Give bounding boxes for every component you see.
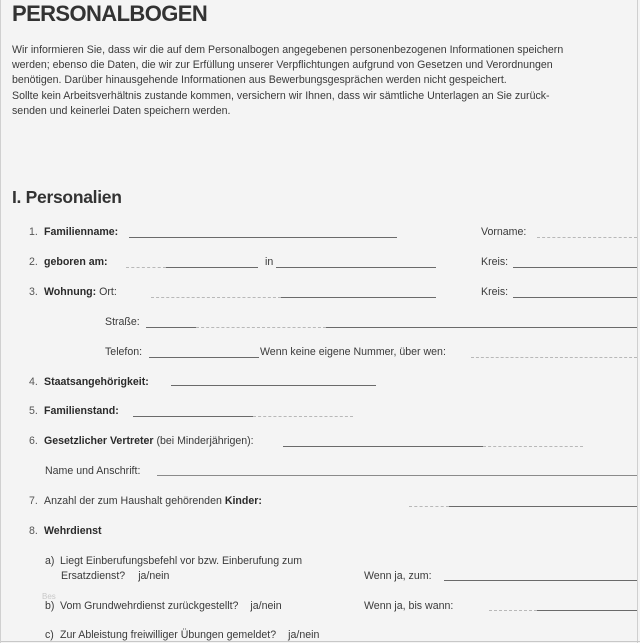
field-staatsangehoerigkeit-label: [29, 375, 149, 389]
kinder-label-prefix: Anzahl der zum Haushalt gehörenden: [44, 495, 225, 507]
minderjaehrige-hint: (bei Minderjährigen):: [153, 435, 254, 447]
field-wehrdienst-label: [29, 524, 102, 538]
vorname-input[interactable]: [537, 237, 637, 238]
kinder-input[interactable]: [449, 506, 637, 507]
ort-input[interactable]: [281, 297, 436, 298]
staatsangehoerigkeit-label: Staatsangehörigkeit:: [44, 376, 149, 388]
familienname-input[interactable]: [129, 237, 397, 238]
familienstand-label: Familienstand:: [44, 405, 119, 417]
ort-input-faint: [151, 297, 281, 298]
document-title: PERSONALBOGEN: [12, 1, 208, 26]
wehrdienst-c-question: [45, 628, 319, 642]
wehrdienst-a-text-line1: Liegt Einberufungsbefehl vor bzw. Einberufung zum: [60, 555, 303, 567]
field-kinder-label: [29, 494, 262, 508]
wehrdienst-b-input-faint: [489, 610, 537, 611]
item-number: 3.: [29, 286, 38, 298]
privacy-notice: [12, 43, 632, 119]
page-bottom-border: [1, 641, 640, 642]
field-gesetzlicher-vertreter-label: [29, 434, 254, 448]
wehrdienst-a-input[interactable]: [444, 580, 637, 581]
sub-item-letter: c): [45, 629, 54, 641]
ort-label: Ort:: [99, 286, 117, 298]
privacy-notice-line: senden und keinerlei Daten speichern werden.: [12, 104, 231, 117]
name-anschrift-label: Name und Anschrift:: [45, 465, 141, 477]
field-familienstand-label: [29, 404, 119, 418]
wehrdienst-b-question: [45, 599, 282, 613]
kinder-input-faint: [409, 506, 449, 507]
wehrdienst-c-text: Zur Ableistung freiwilliger Übungen gemeldet?: [60, 629, 277, 641]
field-geburtsdatum-label: [29, 255, 108, 269]
strasse-input-start: [146, 327, 196, 328]
item-number: 1.: [29, 226, 38, 238]
vorname-label: Vorname:: [481, 226, 527, 238]
privacy-notice-line: benötigen. Darüber hinausgehende Informationen aus Bewerbungsgesprächen werden nicht gespeichert.: [12, 74, 507, 87]
strasse-input[interactable]: [326, 327, 637, 328]
geburtsdatum-input[interactable]: [166, 267, 258, 268]
wohn-kreis-label: Kreis:: [481, 286, 509, 298]
wehrdienst-a-question: [45, 554, 302, 568]
geburtsort-in-label: in: [265, 256, 274, 268]
privacy-notice-line: Wir informieren Sie, dass wir die auf dem Personalbogen angegebenen personenbezogenen Informationen speichern: [12, 44, 564, 56]
gesetzlicher-vertreter-input[interactable]: [283, 446, 483, 447]
wehrdienst-b-text: Vom Grundwehrdienst zurückgestellt?: [60, 600, 239, 612]
gesetzlicher-vertreter-input-faint: [483, 446, 583, 447]
section-title-personalien: I. Personalien: [12, 187, 122, 207]
wehrdienst-a-line2: [61, 569, 169, 583]
kinder-label: Kinder:: [224, 495, 262, 507]
wohn-kreis-input[interactable]: [513, 297, 637, 298]
telefon-alternative-label: Wenn keine eigene Nummer, über wen:: [260, 346, 446, 358]
gesetzlicher-vertreter-label: Gesetzlicher Vertreter: [44, 435, 154, 447]
wehrdienst-b-input[interactable]: [537, 610, 637, 611]
telefon-input[interactable]: [149, 357, 259, 358]
item-number: 6.: [29, 435, 38, 447]
geburtsort-input[interactable]: [276, 267, 436, 268]
item-number: 4.: [29, 376, 38, 388]
wehrdienst-a-choice[interactable]: ja/nein: [138, 570, 170, 582]
geboren-am-label: geboren am:: [44, 256, 108, 268]
name-anschrift-input[interactable]: [157, 475, 637, 476]
field-wohnung-label: [29, 285, 117, 299]
privacy-notice-line: werden; ebenso die Daten, die wir zur Erfüllung unserer Verpflichtungen aufgrund von Gesetzen und Verordnungen: [12, 59, 553, 72]
sub-item-letter: b): [45, 600, 55, 612]
wehrdienst-a-text-line2: Ersatzdienst?: [61, 570, 126, 582]
kreis-label: Kreis:: [481, 256, 509, 268]
strasse-label: Straße:: [105, 316, 140, 328]
wehrdienst-b-choice[interactable]: ja/nein: [250, 600, 282, 612]
page-right-border: [637, 0, 638, 643]
geburt-kreis-input[interactable]: [513, 267, 637, 268]
familienstand-input[interactable]: [133, 416, 253, 417]
familienstand-input-faint: [253, 416, 353, 417]
wehrdienst-label: Wehrdienst: [44, 525, 102, 537]
item-number: 8.: [29, 525, 38, 537]
staatsangehoerigkeit-input[interactable]: [171, 385, 376, 386]
privacy-notice-line: Sollte kein Arbeitsverhältnis zustande kommen, versichern wir Ihnen, dass wir sämtliche Unterlagen an Sie zurück-: [12, 89, 550, 102]
item-number: 2.: [29, 256, 38, 268]
field-familienname-label: [29, 225, 118, 239]
wehrdienst-a-right-label: Wenn ja, zum:: [364, 570, 432, 582]
item-number: 5.: [29, 405, 38, 417]
geburtsdatum-input-faint: [126, 267, 166, 268]
scan-watermark: Bes: [42, 592, 56, 601]
wehrdienst-c-choice[interactable]: ja/nein: [288, 629, 320, 641]
item-number: 7.: [29, 495, 38, 507]
telefon-alternative-input[interactable]: [471, 357, 637, 358]
sub-item-letter: a): [45, 555, 55, 567]
familienname-label: Familienname:: [44, 226, 119, 238]
strasse-input-faint: [196, 327, 326, 328]
wohnung-label: Wohnung:: [44, 286, 97, 298]
wehrdienst-b-right-label: Wenn ja, bis wann:: [364, 600, 454, 612]
telefon-label: Telefon:: [105, 346, 143, 358]
